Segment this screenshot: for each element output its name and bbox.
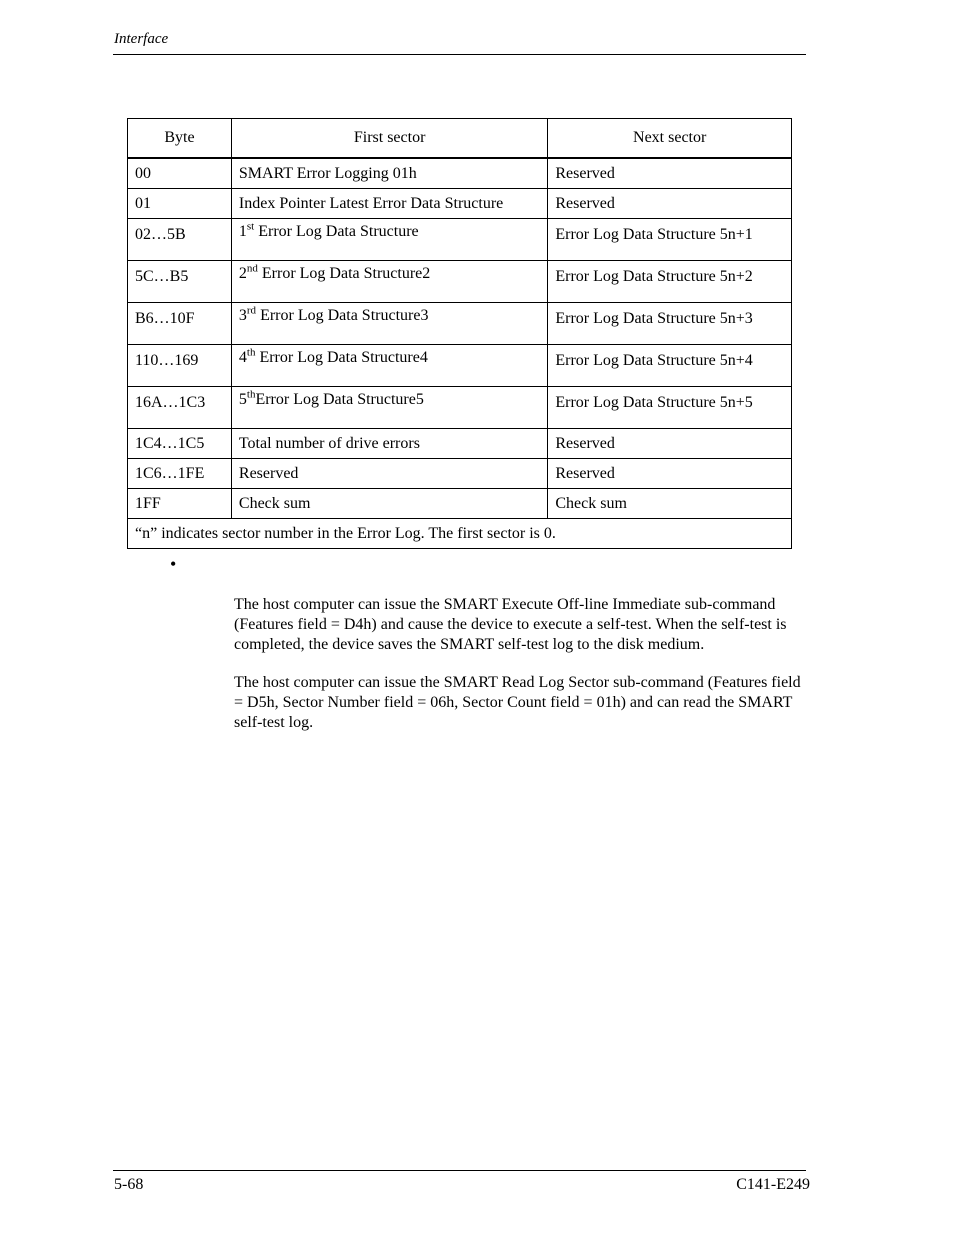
column-header-next-sector: Next sector: [548, 119, 792, 159]
table-row: [128, 387, 792, 429]
next-sector-cell: Check sum: [548, 489, 792, 519]
ordinal-number: 4: [238, 349, 247, 366]
header-rule: [113, 54, 806, 55]
byte-cell: 5C…B5: [128, 261, 232, 303]
running-header: Interface: [114, 31, 169, 47]
first-sector-text: Error Log Data Structure3: [256, 307, 429, 324]
next-sector-cell: Reserved: [548, 429, 792, 459]
first-sector-cell: [231, 387, 547, 429]
next-sector-cell: Error Log Data Structure 5n+4: [548, 345, 792, 387]
ordinal-suffix: th: [246, 346, 256, 359]
page-number: 5-68: [114, 1176, 144, 1193]
next-sector-cell: Error Log Data Structure 5n+3: [548, 303, 792, 345]
ordinal-suffix: th: [246, 388, 256, 401]
table-row: [128, 459, 792, 489]
first-sector-cell: Reserved: [231, 459, 547, 489]
first-sector-cell: [231, 261, 547, 303]
table-row: [128, 429, 792, 459]
next-sector-cell: Error Log Data Structure 5n+2: [548, 261, 792, 303]
first-sector-cell: Total number of drive errors: [231, 429, 547, 459]
first-sector-cell: Index Pointer Latest Error Data Structure: [231, 189, 547, 219]
first-sector-cell: [231, 219, 547, 261]
byte-cell: 110…169: [128, 345, 232, 387]
byte-cell: 1FF: [128, 489, 232, 519]
first-sector-text: Error Log Data Structure5: [255, 391, 424, 408]
paragraph-self-test-read: The host computer can issue the SMART Read Log Sector sub-command (Features field = D5h, Sector Number field = 06h, Sector Count field = 01h) and can read the SMART self-test log.: [234, 674, 801, 731]
first-sector-text: Error Log Data Structure: [254, 223, 419, 240]
first-sector-cell: [231, 303, 547, 345]
column-header-first-sector: First sector: [231, 119, 547, 159]
bullet-point: •: [170, 554, 177, 574]
first-sector-text: Error Log Data Structure2: [257, 265, 431, 282]
ordinal-number: 2: [238, 265, 247, 282]
table-note-row: [128, 519, 792, 549]
table-header-row: [128, 119, 792, 159]
byte-cell: 1C6…1FE: [128, 459, 232, 489]
table-row: [128, 261, 792, 303]
column-header-byte: Byte: [128, 119, 232, 159]
next-sector-cell: Error Log Data Structure 5n+5: [548, 387, 792, 429]
paragraph-self-test-execute: The host computer can issue the SMART Execute Off-line Immediate sub-command (Features field = D4h) and cause the device to execute a self-test. When the self-test is completed, the device saves the SMART self-test log to the disk medium.: [234, 596, 787, 653]
ordinal-suffix: rd: [246, 304, 257, 317]
byte-cell: 01: [128, 189, 232, 219]
table-note: “n” indicates sector number in the Error Log. The first sector is 0.: [128, 519, 792, 549]
error-log-table: [127, 118, 792, 549]
byte-cell: 00: [128, 158, 232, 189]
byte-cell: 02…5B: [128, 219, 232, 261]
ordinal-suffix: nd: [246, 262, 258, 275]
byte-cell: B6…10F: [128, 303, 232, 345]
table-row: [128, 189, 792, 219]
first-sector-text: Error Log Data Structure4: [255, 349, 428, 366]
next-sector-cell: Reserved: [548, 459, 792, 489]
table-row: [128, 219, 792, 261]
table-row: [128, 303, 792, 345]
table-row: [128, 489, 792, 519]
document-id: C141-E249: [736, 1176, 810, 1193]
next-sector-cell: Reserved: [548, 158, 792, 189]
byte-cell: 1C4…1C5: [128, 429, 232, 459]
first-sector-cell: Check sum: [231, 489, 547, 519]
table-row: [128, 345, 792, 387]
ordinal-number: 3: [238, 307, 247, 324]
ordinal-number: 5: [238, 391, 247, 408]
next-sector-cell: Error Log Data Structure 5n+1: [548, 219, 792, 261]
next-sector-cell: Reserved: [548, 189, 792, 219]
byte-cell: 16A…1C3: [128, 387, 232, 429]
table-row: [128, 158, 792, 189]
first-sector-cell: SMART Error Logging 01h: [231, 158, 547, 189]
ordinal-number: 1: [238, 223, 247, 240]
first-sector-cell: [231, 345, 547, 387]
ordinal-suffix: st: [246, 220, 255, 233]
footer-rule: [113, 1170, 806, 1171]
